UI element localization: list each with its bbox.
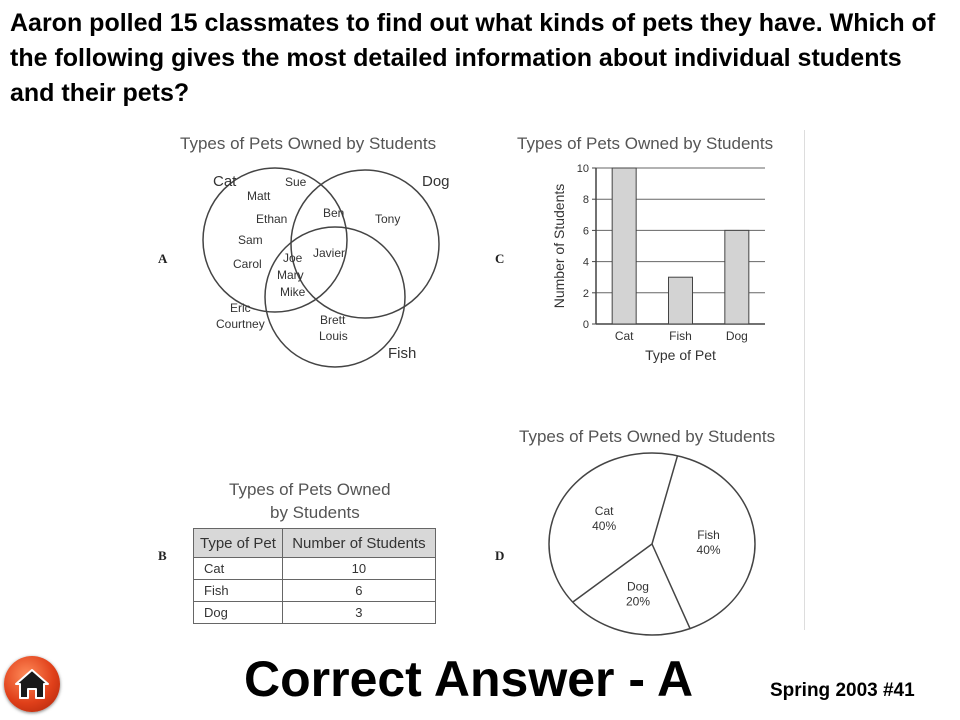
table-cell-pet: Fish bbox=[194, 580, 283, 602]
table-cell-count: 6 bbox=[282, 580, 435, 602]
home-button[interactable] bbox=[4, 656, 60, 712]
x-tick-label: Fish bbox=[669, 329, 692, 343]
venn-title: Types of Pets Owned by Students bbox=[180, 134, 437, 153]
table-header-count: Number of Students bbox=[282, 529, 435, 558]
student-carol: Carol bbox=[233, 257, 262, 271]
pie-slice-label: Dog bbox=[626, 579, 649, 594]
table-row bbox=[194, 602, 436, 624]
option-c-letter: C bbox=[495, 251, 505, 266]
table-row bbox=[194, 580, 436, 602]
student-javier: Javier bbox=[313, 246, 346, 260]
y-tick-label: 0 bbox=[582, 319, 589, 331]
option-a-letter: A bbox=[158, 251, 168, 266]
bar-chart-title: Types of Pets Owned by Students bbox=[517, 134, 774, 153]
y-tick-label: 8 bbox=[582, 194, 589, 207]
student-joe: Joe bbox=[283, 251, 303, 265]
table-cell-count: 10 bbox=[282, 558, 435, 580]
pie-chart bbox=[545, 452, 760, 637]
pie-chart-title: Types of Pets Owned by Students bbox=[519, 427, 776, 446]
student-ben: Ben bbox=[323, 206, 345, 220]
venn-label-dog: Dog bbox=[422, 173, 450, 190]
table-cell-pet: Dog bbox=[194, 602, 283, 624]
table-header-row bbox=[194, 529, 436, 558]
x-tick-label: Cat bbox=[614, 329, 634, 343]
table-cell-count: 3 bbox=[282, 602, 435, 624]
pie-slice-label: Fish bbox=[697, 527, 720, 542]
option-b-letter: B bbox=[158, 548, 167, 563]
y-axis-label: Number of Students bbox=[551, 183, 567, 309]
y-tick-label: 2 bbox=[582, 287, 589, 300]
table-cell-pet: Cat bbox=[194, 558, 283, 580]
venn-label-cat: Cat bbox=[213, 173, 237, 190]
venn-label-fish: Fish bbox=[388, 345, 417, 362]
student-courtney: Courtney bbox=[216, 317, 265, 331]
correct-answer: Correct Answer - A bbox=[244, 651, 694, 707]
venn-diagram bbox=[180, 160, 480, 400]
student-mary: Mary bbox=[277, 268, 304, 282]
y-tick-label: 10 bbox=[576, 163, 589, 175]
pets-table bbox=[193, 528, 436, 624]
question-text: Aaron polled 15 classmates to find out what kinds of pets they have. Which of the following gives the most detailed information about individual students and their pets? bbox=[10, 9, 936, 107]
pie-slice-edge bbox=[652, 544, 690, 629]
pie-slice-pct: 40% bbox=[696, 542, 721, 557]
source-label: Spring 2003 #41 bbox=[770, 680, 915, 701]
y-tick-label: 6 bbox=[582, 225, 589, 238]
student-sue: Sue bbox=[285, 175, 307, 189]
venn-circle-dog bbox=[291, 170, 439, 318]
pie-slice-label: Cat bbox=[594, 504, 614, 519]
bar bbox=[725, 230, 749, 324]
y-tick-label: 4 bbox=[582, 256, 589, 269]
pie-slice-pct: 40% bbox=[592, 519, 617, 534]
table-title-line1: Types of Pets Owned bbox=[229, 480, 391, 499]
table-header-pet: Type of Pet bbox=[194, 529, 283, 558]
pie-slice-edge bbox=[652, 456, 677, 544]
pie-slice-pct: 20% bbox=[625, 594, 651, 609]
table-title-line2: by Students bbox=[270, 503, 360, 522]
table-row bbox=[194, 558, 436, 580]
student-brett: Brett bbox=[320, 313, 346, 327]
bar bbox=[669, 277, 693, 324]
student-tony: Tony bbox=[375, 212, 401, 226]
student-ethan: Ethan bbox=[256, 212, 288, 226]
student-sam: Sam bbox=[238, 233, 263, 247]
student-louis: Louis bbox=[319, 329, 348, 343]
student-matt: Matt bbox=[247, 189, 271, 203]
option-d-letter: D bbox=[495, 548, 505, 563]
home-icon bbox=[12, 664, 52, 704]
x-axis-label: Type of Pet bbox=[645, 347, 716, 363]
student-eric: Eric bbox=[230, 301, 251, 315]
student-mike: Mike bbox=[280, 285, 306, 299]
bar bbox=[612, 168, 636, 324]
divider bbox=[804, 130, 805, 630]
bar-chart bbox=[540, 158, 770, 370]
x-tick-label: Dog bbox=[725, 329, 748, 343]
